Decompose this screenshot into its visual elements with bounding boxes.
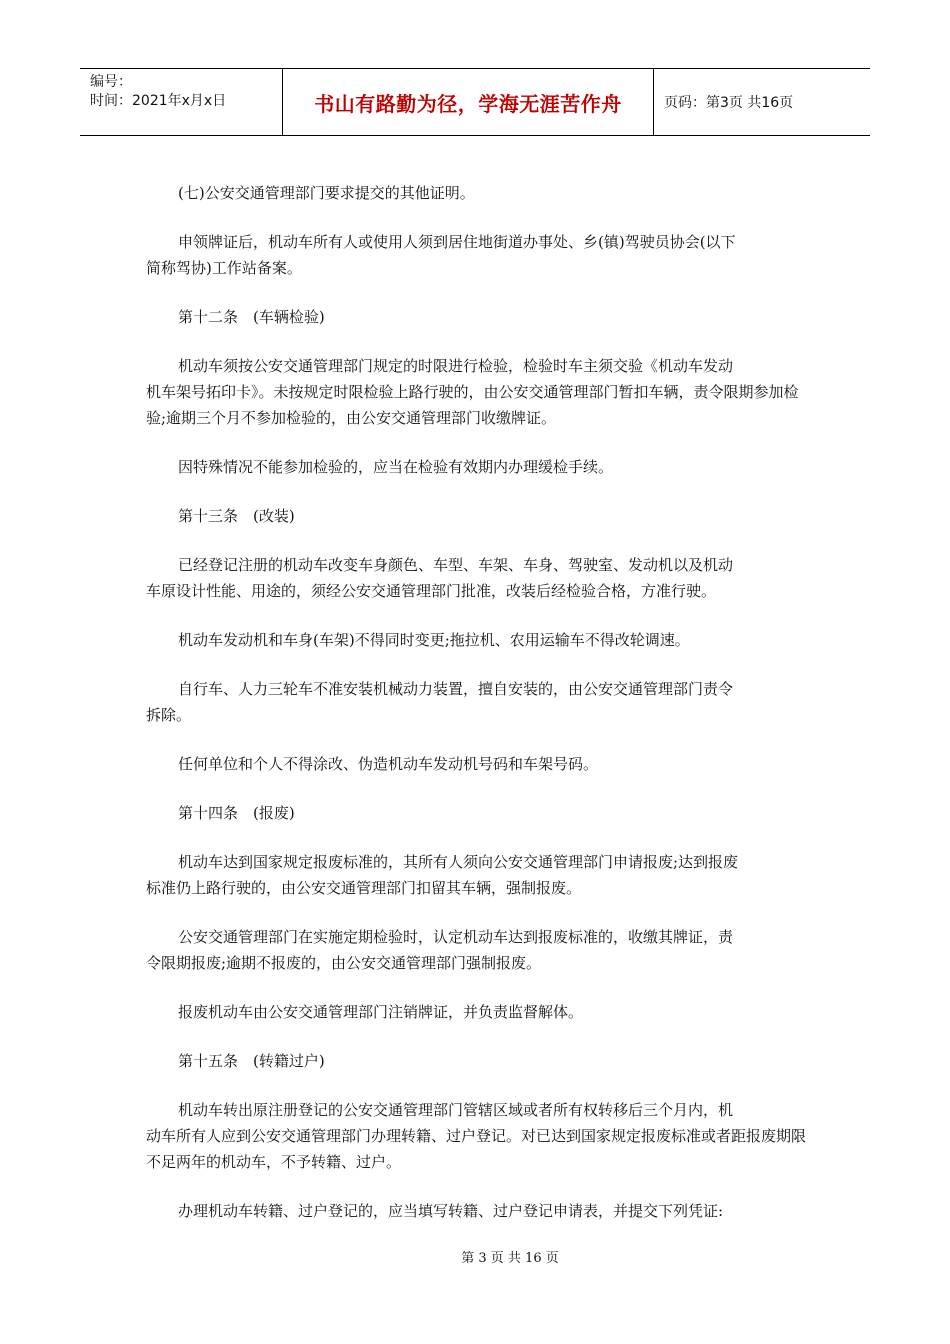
paragraph — [178, 999, 810, 1025]
document-number-label: 编号： — [90, 74, 132, 90]
page-footer: 第 3 页 共 16 页 — [461, 1251, 559, 1266]
paragraph — [178, 180, 810, 206]
paragraph-first-line: 机动车须按公安交通管理部门规定的时限进行检验，检验时车主须交验《机动车发动 — [178, 357, 734, 375]
paragraph-first-line: 办理机动车转籍、过户登记的，应当填写转籍、过户登记申请表，并提交下列凭证: — [178, 1202, 724, 1220]
header-page-info: 页码：第3页 共16页 — [664, 95, 794, 111]
article-heading — [178, 1048, 810, 1074]
paragraph-first-line: 任何单位和个人不得涂改、伪造机动车发动机号码和车架号码。 — [178, 755, 599, 773]
paragraph — [146, 229, 810, 281]
article-heading-text: 第十二条 (车辆检验) — [178, 308, 325, 326]
paragraph — [178, 751, 810, 777]
paragraph-continuation: 拆除。 — [146, 706, 192, 724]
paragraph — [146, 676, 810, 728]
paragraph — [146, 552, 810, 604]
paragraph — [146, 849, 810, 901]
paragraph-continuation: 动车所有人应到公安交通管理部门办理转籍、过户登记。对已达到国家规定报废标准或者距报废期限不足两年的机动车，不予转籍、过户。 — [146, 1127, 807, 1171]
paragraph-first-line: 机动车转出原注册登记的公安交通管理部门管辖区域或者所有权转移后三个月内，机 — [178, 1101, 734, 1119]
article-heading-text: 第十五条 (转籍过户) — [178, 1052, 325, 1070]
article-heading — [178, 503, 810, 529]
paragraph-continuation: 令限期报废;逾期不报废的，由公安交通管理部门强制报废。 — [146, 954, 542, 972]
paragraph-first-line: (七)公安交通管理部门要求提交的其他证明。 — [178, 184, 475, 202]
paragraph — [178, 454, 810, 480]
paragraph-continuation: 简称驾协)工作站备案。 — [146, 259, 302, 277]
paragraph — [146, 924, 810, 976]
document-date-label: 时间：2021年x月x日 — [90, 93, 227, 109]
paragraph — [178, 627, 810, 653]
article-heading-text: 第十四条 (报废) — [178, 804, 295, 822]
header-meta — [80, 69, 282, 135]
paragraph-continuation: 标准仍上路行驶的，由公安交通管理部门扣留其车辆，强制报废。 — [146, 879, 582, 897]
paragraph-first-line: 报废机动车由公安交通管理部门注销牌证，并负责监督解体。 — [178, 1003, 584, 1021]
paragraph — [146, 353, 810, 431]
paragraph-first-line: 机动车发动机和车身(车架)不得同时变更;拖拉机、农用运输车不得改轮调速。 — [178, 631, 690, 649]
paragraph-first-line: 因特殊情况不能参加检验的，应当在检验有效期内办理缓检手续。 — [178, 458, 614, 476]
paragraph-continuation: 车原设计性能、用途的，须经公安交通管理部门批准，改装后经检验合格，方准行驶。 — [146, 582, 717, 600]
paragraph-first-line: 已经登记注册的机动车改变车身颜色、车型、车架、车身、驾驶室、发动机以及机动 — [178, 556, 734, 574]
paragraph — [146, 1097, 810, 1175]
paragraph-first-line: 公安交通管理部门在实施定期检验时，认定机动车达到报废标准的，收缴其牌证，责 — [178, 928, 734, 946]
paragraph-continuation: 机车架号拓印卡》。未按规定时限检验上路行驶的，由公安交通管理部门暂扣车辆，责令限期参加检验;逾期三个月不参加检验的，由公安交通管理部门收缴牌证。 — [146, 383, 799, 427]
article-heading-text: 第十三条 (改装) — [178, 507, 295, 525]
article-heading — [178, 800, 810, 826]
header-motto: 书山有路勤为径，学海无涯苦作舟 — [282, 69, 654, 135]
article-heading — [178, 304, 810, 330]
paragraph — [178, 1198, 810, 1224]
document-body — [146, 180, 810, 1247]
paragraph-first-line: 机动车达到国家规定报废标准的，其所有人须向公安交通管理部门申请报废;达到报废 — [178, 853, 739, 871]
paragraph-first-line: 自行车、人力三轮车不准安装机械动力装置，擅自安装的，由公安交通管理部门责令 — [178, 680, 734, 698]
paragraph-first-line: 申领牌证后，机动车所有人或使用人须到居住地街道办事处、乡(镇)驾驶员协会(以下 — [178, 233, 736, 251]
page-header — [80, 68, 870, 136]
